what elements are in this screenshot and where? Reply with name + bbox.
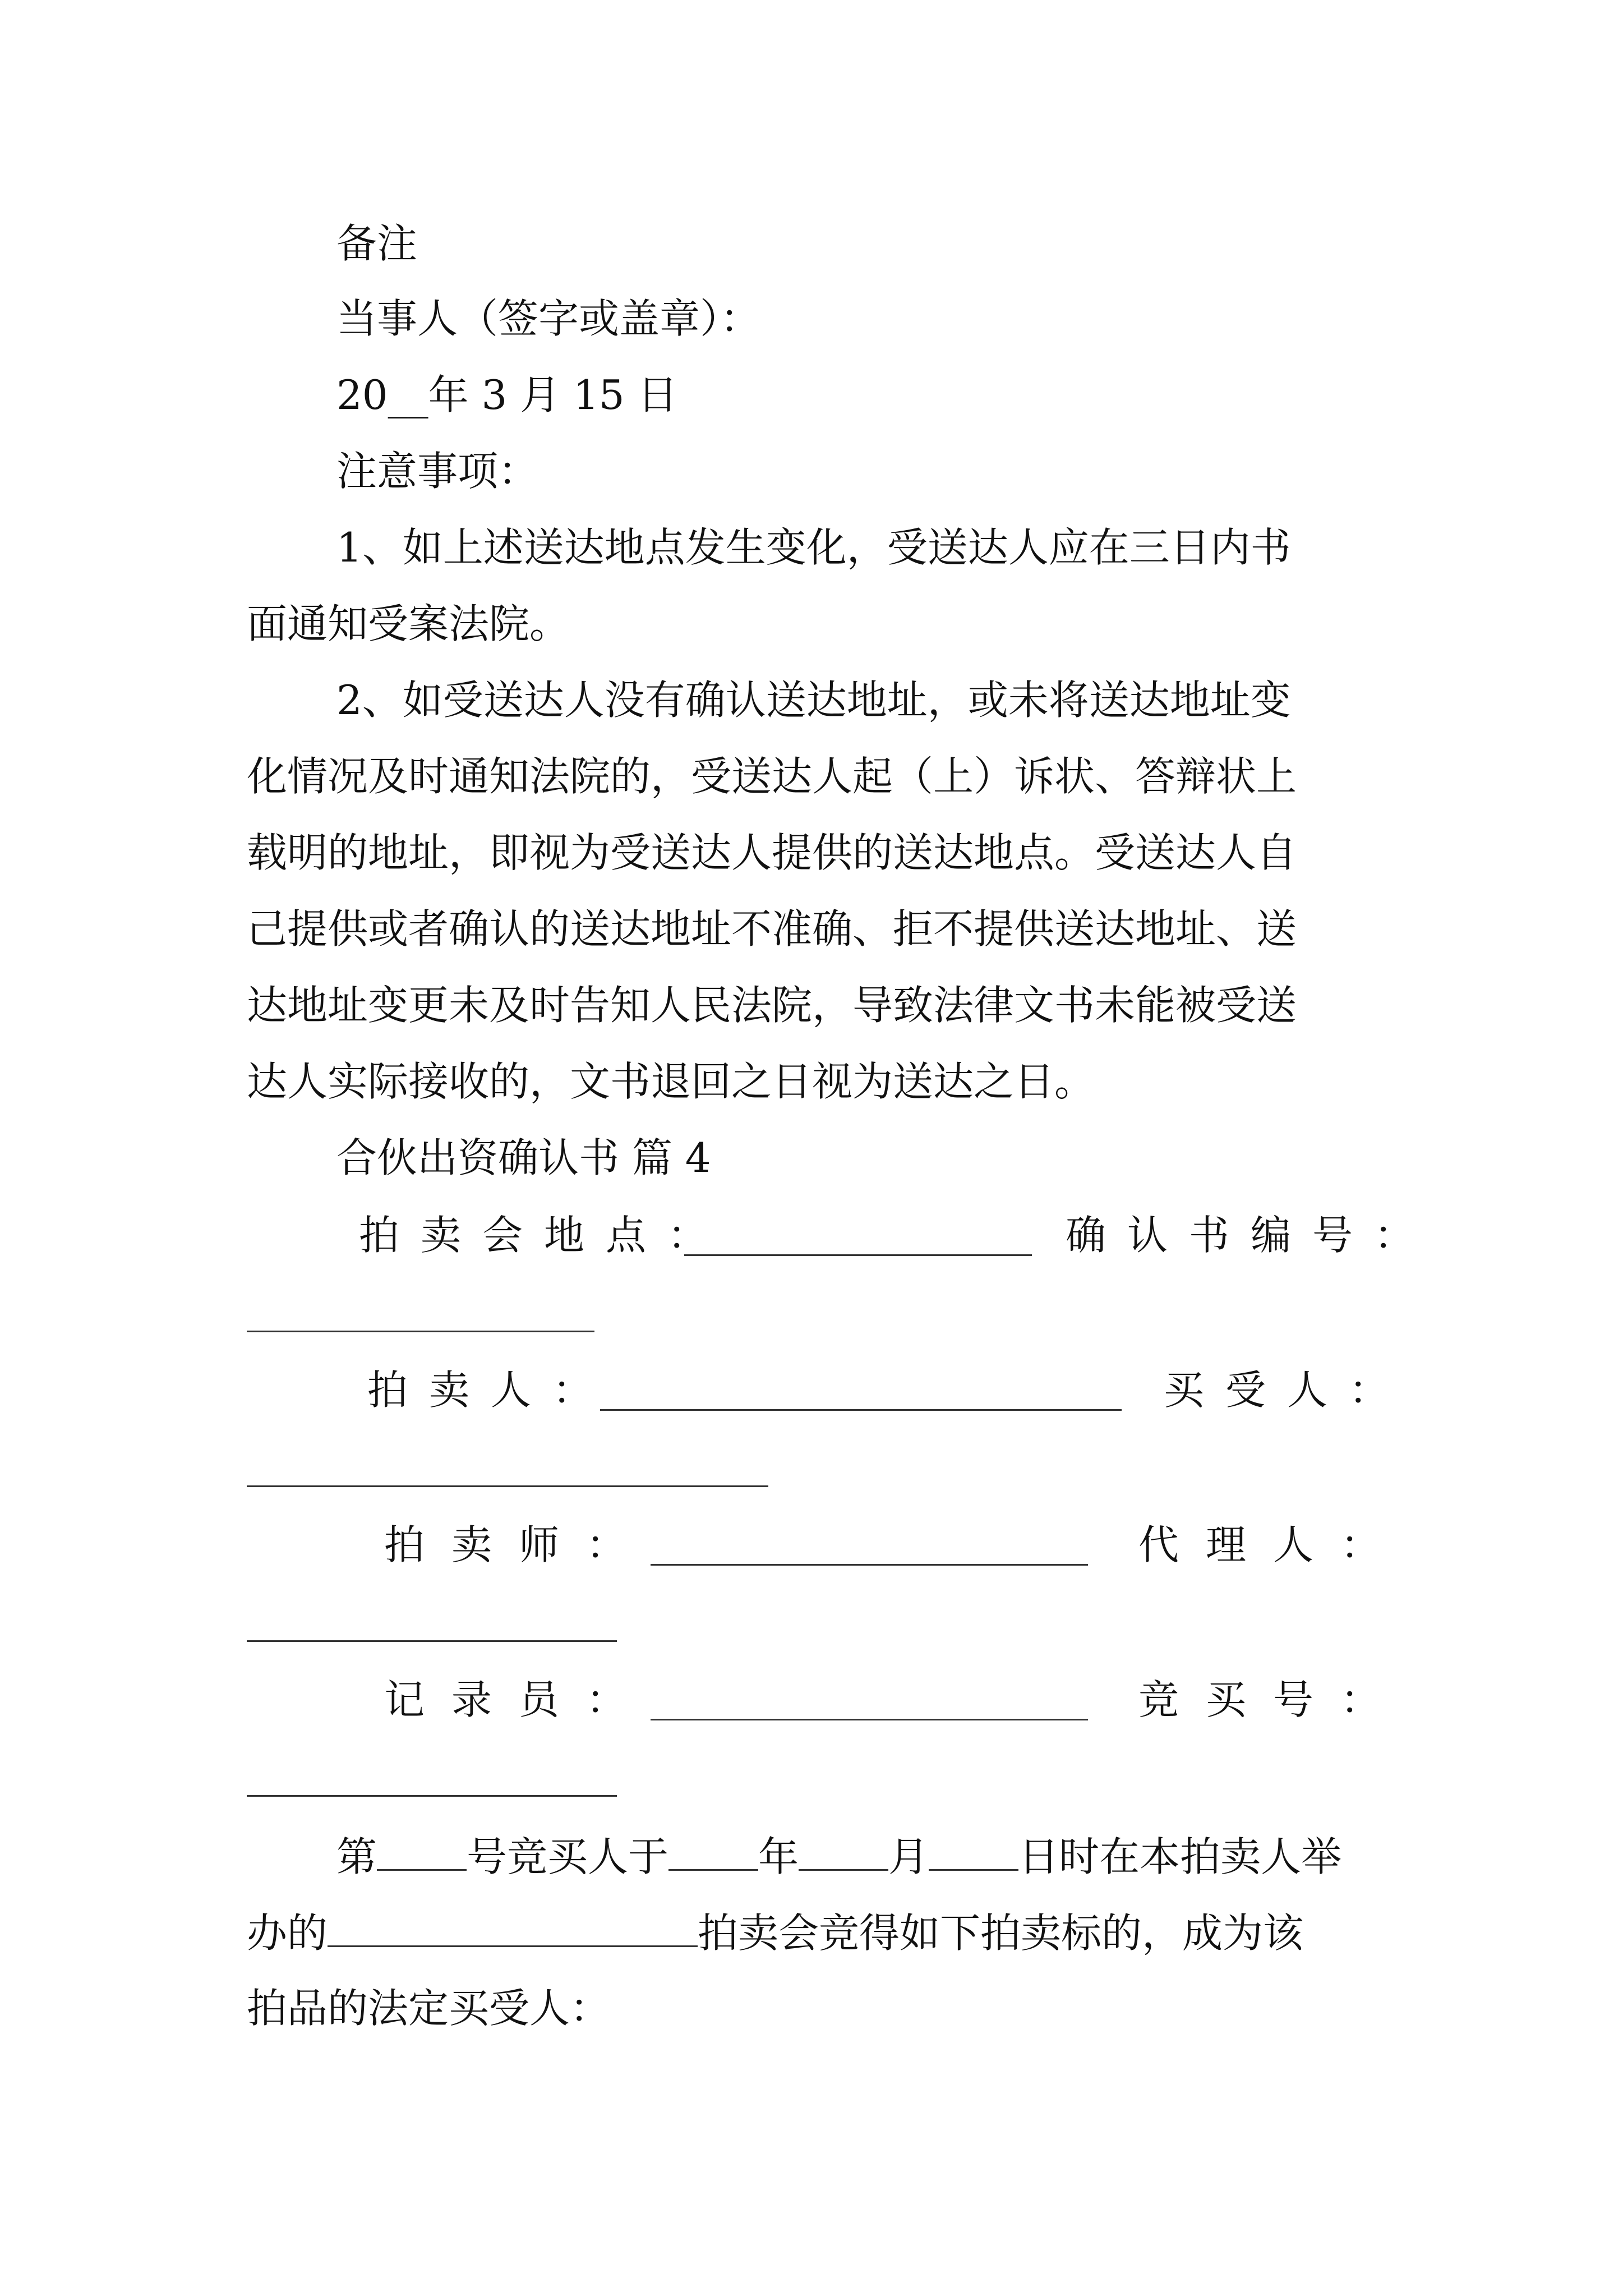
field-confirm-no-blank[interactable]	[247, 1331, 594, 1332]
party-signature-label: 当事人（签字或盖章）：	[336, 295, 761, 342]
field-bid-no-blank[interactable]	[247, 1795, 617, 1797]
para-line3: 拍品的法定买受人：	[247, 1985, 611, 2032]
field-agent-label: 代理人：	[1138, 1521, 1408, 1568]
blank-day[interactable]	[929, 1835, 1018, 1871]
field-agent-blank[interactable]	[247, 1640, 617, 1642]
field-bid-no-label: 竞买号：	[1138, 1676, 1408, 1723]
item2-line2: 化情况及时通知法院的，受送达人起（上）诉状、答辩状上	[247, 753, 1297, 800]
para-text-di: 第	[336, 1833, 377, 1880]
para-text-month: 月	[888, 1833, 929, 1880]
field-buyer-label: 买受人：	[1164, 1366, 1411, 1414]
date-rest: 年 3 月 15 日	[428, 371, 678, 418]
field-recorder-blank[interactable]	[651, 1719, 1088, 1720]
field-place-blank[interactable]	[684, 1254, 1032, 1256]
item1-line1: 1、如上述送达地点发生变化，受送达人应在三日内书	[336, 524, 1291, 571]
section-title: 合伙出资确认书 篇 4	[336, 1134, 711, 1181]
field-recorder-label: 记录员：	[384, 1676, 654, 1723]
note-heading: 备注	[336, 220, 418, 267]
para-line1	[336, 1833, 1342, 1880]
field-buyer-blank[interactable]	[247, 1485, 768, 1487]
field-place-label: 拍卖会地点：	[359, 1212, 730, 1259]
item2-line6: 达人实际接收的，文书退回之日视为送达之日。	[247, 1058, 1095, 1105]
blank-year[interactable]	[668, 1835, 758, 1871]
field-auction-master-label: 拍卖师：	[384, 1521, 654, 1568]
para-text-bidder: 号竞买人于	[467, 1833, 669, 1880]
field-auction-master-blank[interactable]	[651, 1564, 1088, 1566]
item2-line5: 达地址变更未及时告知人民法院，导致法律文书未能被受送	[247, 982, 1297, 1029]
field-auctioneer-label: 拍卖人：	[367, 1366, 615, 1414]
date-line	[336, 371, 678, 418]
item1-line2: 面通知受案法院。	[247, 600, 570, 647]
notice-title: 注意事项：	[336, 448, 539, 495]
item2-line1: 2、如受送达人没有确认送达地址，或未将送达地址变	[336, 677, 1291, 724]
para-text-won: 拍卖会竞得如下拍卖标的，成为该	[698, 1910, 1304, 1957]
para-text-year: 年	[758, 1833, 799, 1880]
blank-bid-number[interactable]	[377, 1835, 467, 1871]
date-blank: __	[388, 371, 428, 418]
field-auctioneer-blank[interactable]	[600, 1409, 1122, 1411]
date-year-prefix: 20	[336, 371, 388, 418]
para-text-ban: 办的	[247, 1910, 328, 1957]
para-line2	[247, 1910, 1304, 1957]
item2-line4: 己提供或者确认的送达地址不准确、拒不提供送达地址、送	[247, 905, 1297, 953]
blank-month[interactable]	[799, 1835, 888, 1871]
field-confirm-no-label: 确认书编号：	[1066, 1212, 1436, 1259]
item2-line3: 载明的地址，即视为受送达人提供的送达地点。受送达人自	[247, 829, 1297, 876]
blank-auction-name[interactable]	[328, 1912, 698, 1947]
para-text-day: 日时在本拍卖人举	[1018, 1833, 1342, 1880]
